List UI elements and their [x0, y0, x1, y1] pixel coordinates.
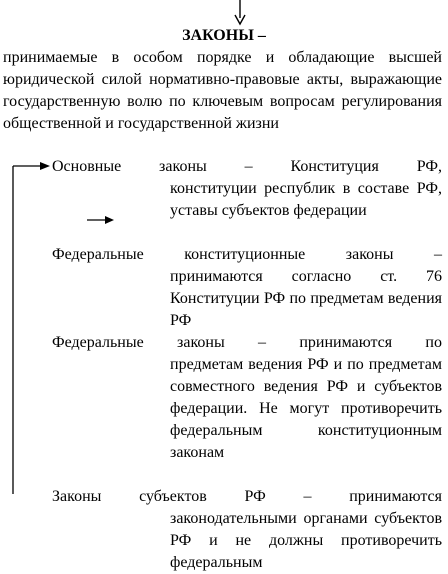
heading-dash: – — [253, 27, 266, 44]
item-desc-federal-constitutional-laws: принимаются согласно ст. 76 Конституции РФ по предметам ведения РФ — [170, 268, 442, 329]
right-arrow-icon — [87, 213, 115, 227]
item-term-federal-laws: Федеральные законы – принимаются по — [52, 334, 442, 351]
definition-paragraph: принимаемые в особом порядке и обладающие высшей юридической силой нормативно-правовые акты, выражающие государственную волю по ключевым вопросам регулирования общественной и государственной жизни — [3, 49, 442, 132]
item-desc-federal-laws: предметам ведения РФ и по предметам совместного ведения РФ и субъектов федерации. Не могут противоречить федеральным конституционным законам — [170, 356, 442, 461]
item-desc-basic-laws: конституции республик в составе РФ, уставы субъектов федерации — [170, 180, 442, 219]
item-term-federal-constitutional-laws: Федеральные конституционные законы – — [52, 246, 442, 263]
item-desc-regional-laws: законодательными органами субъектов РФ и не должны противоречить федеральным — [170, 510, 442, 571]
item-term-regional-laws: Законы субъектов РФ – принимаются — [52, 488, 442, 505]
page-title — [0, 25, 448, 47]
bracket-connector-icon — [8, 154, 56, 494]
down-arrow-icon — [232, 0, 248, 26]
item-term-basic-laws: Основные законы – Конституция РФ, — [52, 158, 442, 175]
heading-word: ЗАКОНЫ — [182, 27, 254, 44]
